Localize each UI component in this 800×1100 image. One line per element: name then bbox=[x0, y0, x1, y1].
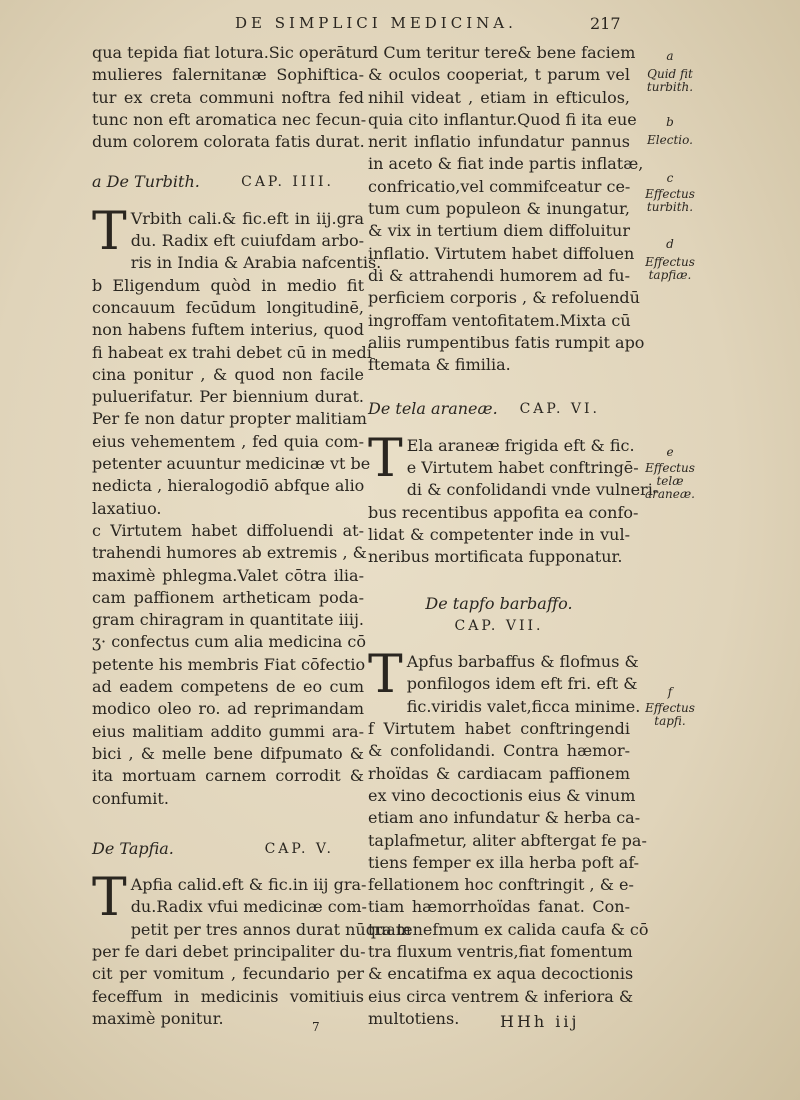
marginal-note: e bbox=[666, 445, 674, 459]
chapter-heading-turbith bbox=[92, 171, 364, 193]
text-line: Per fe non datur propter malitiam bbox=[92, 409, 367, 429]
text-line: inflatio. Virtutem habet diffoluen bbox=[368, 243, 635, 263]
marginal-note: Quid fit turbith. bbox=[646, 67, 694, 94]
marginal-note: d bbox=[666, 237, 674, 251]
text-line: tiam hæmorrhoïdas fanat. Con- bbox=[368, 897, 630, 917]
text-line: ponfilogos idem eft fri. eft & bbox=[406, 674, 638, 694]
text-line: multotiens. bbox=[368, 1008, 460, 1028]
left-column bbox=[92, 42, 411, 1030]
marginal-note: b bbox=[666, 115, 674, 129]
text-line: petenter acuuntur medicinæ vt be bbox=[92, 454, 371, 474]
text-line: tiens femper ex illa herba poft af- bbox=[368, 852, 640, 872]
text-line: eius circa ventrem & inferiora & bbox=[368, 986, 634, 1006]
text-line: bus recentibus appofita ea confo- bbox=[368, 502, 639, 522]
text-line: rhoïdas & cardiacam paffionem bbox=[368, 763, 630, 783]
text-line: concauum fecūdum longitudinē, bbox=[92, 297, 364, 317]
text-line: neribus mortificata fupponatur. bbox=[368, 547, 623, 567]
marginal-note: Effectus tapfi. bbox=[645, 701, 695, 728]
page-number: 217 bbox=[590, 14, 621, 33]
marginal-note: Effectus turbith. bbox=[645, 187, 695, 214]
chapter-heading-tapso bbox=[368, 593, 630, 638]
intro-paragraph bbox=[92, 42, 370, 153]
text-line: ingroffam ventofitatem.Mixta cū bbox=[368, 310, 631, 330]
text-line: fi habeat ex trahi debet cū in medi bbox=[92, 342, 372, 362]
text-line: Apfia calid.eft & fic.in iij gra- bbox=[130, 875, 367, 895]
text-line: puluerifatur. Per biennium durat. bbox=[92, 387, 364, 407]
text-line: lidat & competenter inde in vul- bbox=[368, 524, 630, 544]
text-line: & confolidandi. Contra hæmor- bbox=[368, 741, 630, 761]
text-line: aliis rumpentibus fatis rumpit apo bbox=[368, 332, 645, 352]
text-line: cam paffionem artheticam poda- bbox=[92, 587, 364, 607]
chapter-title: De tapfo barbaffo. bbox=[425, 593, 573, 613]
text-line: confricatio,vel commifceatur ce- bbox=[368, 176, 631, 196]
text-line: laxatiuo. bbox=[92, 498, 162, 518]
chapter-title: De tela araneæ. bbox=[368, 399, 498, 419]
text-line: nerit inflatio infundatur pannus bbox=[368, 132, 630, 152]
drop-cap: T bbox=[92, 868, 127, 929]
marginal-note: a bbox=[666, 49, 674, 63]
text-line: & oculos cooperiat, t parum vel bbox=[368, 65, 630, 85]
text-line: feceffum in medicinis vomitiuis bbox=[92, 986, 364, 1006]
text-line: trahendi humores ab extremis , & bbox=[92, 543, 367, 563]
chapter-body-tapso bbox=[368, 645, 649, 1030]
text-line: & encatifma ex aqua decoctionis bbox=[368, 964, 634, 984]
stray-mark: 7 bbox=[312, 1020, 320, 1034]
text-line: confumit. bbox=[92, 788, 169, 808]
text-line: eius vehementem , fed quia com- bbox=[92, 431, 364, 451]
chapter-title: De Turbith. bbox=[106, 172, 200, 192]
text-line: fellationem hoc conftringit , & e- bbox=[368, 875, 634, 895]
chapter-body-tela bbox=[368, 428, 659, 569]
text-line: modico oleo ro. ad reprimandam bbox=[92, 699, 364, 719]
text-line: ita mortuam carnem corrodit & bbox=[92, 766, 364, 786]
text-line: petit per tres annos durat nūquam bbox=[130, 919, 411, 939]
text-line: tra fluxum ventris,fiat fomentum bbox=[368, 941, 633, 961]
text-line: taplafmetur, aliter abftergat fe pa- bbox=[368, 830, 647, 850]
chapter-number: CAP. IIII. bbox=[241, 174, 334, 191]
text-line: d Cum teritur tere& bene faciem bbox=[368, 43, 636, 62]
chapter-heading-tapsia bbox=[92, 838, 364, 860]
text-line: petente his membris Fiat cōfectio bbox=[92, 654, 366, 674]
chapter-heading-tela bbox=[368, 398, 630, 420]
text-line: Ela araneæ frigida eft & fic. bbox=[406, 435, 635, 455]
marginal-note: Effectus telæ araneæ. bbox=[645, 461, 695, 501]
text-line: tum cum populeon & inungatur, bbox=[368, 199, 630, 219]
text-line: gram chiragram in quantitate iiij. bbox=[92, 610, 364, 630]
chapter-body-turbith bbox=[92, 201, 382, 810]
text-line: perficiem corporis , & refoluendū bbox=[368, 288, 640, 308]
text-line: per fe dari debet principaliter du- bbox=[92, 941, 366, 961]
text-line: Vrbith cali.& fic.eft in iij.gra bbox=[130, 208, 364, 228]
chapter-number: CAP. V. bbox=[264, 840, 334, 857]
chapter-title: De Tapfia. bbox=[92, 838, 174, 858]
text-line: in aceto & fiat inde partis inflatæ, bbox=[368, 154, 644, 174]
text-line: f Virtutem habet conftringendi bbox=[368, 719, 630, 739]
text-line: ad eadem competens de eo cum bbox=[92, 677, 364, 697]
text-line: di & confolidandi vnde vulneri- bbox=[406, 480, 659, 500]
text-line: ftemata & fimilia. bbox=[368, 355, 511, 375]
signature-mark: HHh iij bbox=[500, 1012, 580, 1031]
text-line: Apfus barbaffus & flofmus & bbox=[406, 652, 639, 672]
text-line: ʒ· confectus cum alia medicina cō bbox=[92, 632, 367, 652]
text-line: cit per vomitum , fecundario per bbox=[92, 964, 364, 984]
text-line: ex vino decoctionis eius & vinum bbox=[368, 785, 636, 805]
chapter-number: CAP. VII. bbox=[454, 617, 544, 634]
text-line: maximè ponitur. bbox=[92, 1008, 224, 1028]
text-line: nihil videat , etiam in efticulos, bbox=[368, 87, 630, 107]
text-line: c Virtutem habet diffoluendi at- bbox=[92, 520, 364, 540]
marginal-note: c bbox=[666, 171, 674, 185]
chapter-body-tapsia bbox=[92, 868, 411, 1030]
text-line: du.Radix vfui medicinæ com- bbox=[130, 897, 367, 917]
right-column bbox=[368, 42, 659, 1030]
text-line: qua tepida fiat lotura.Sic operātur bbox=[92, 43, 370, 62]
text-line: mulieres falernitanæ Sophiftica- bbox=[92, 65, 364, 85]
text-line: & vix in tertium diem diffoluitur bbox=[368, 221, 630, 241]
marginal-note: f bbox=[667, 685, 673, 699]
text-line: tra tenefmum ex calida caufa & cō bbox=[368, 919, 649, 939]
text-line: quia cito inflantur.Quod fi ita eue bbox=[368, 109, 637, 129]
marginal-note: Effectus tapfiæ. bbox=[645, 255, 695, 282]
chapter-number: CAP. VI. bbox=[519, 401, 600, 418]
text-line: eius malitiam addito gummi ara- bbox=[92, 721, 364, 741]
paragraph-marker: a bbox=[92, 172, 102, 192]
intro-paragraph bbox=[368, 42, 645, 376]
running-head: DE SIMPLICI MEDICINA. bbox=[235, 14, 517, 32]
drop-cap: T bbox=[92, 201, 127, 262]
text-line: nedicta , hieralogodiō abfque alio bbox=[92, 476, 365, 496]
text-line: dum colorem colorata fatis durat. bbox=[92, 132, 365, 152]
drop-cap: T bbox=[368, 428, 403, 489]
text-line: bici , & melle bene difpumato & bbox=[92, 743, 364, 763]
text-line: du. Radix eft cuiufdam arbo- bbox=[130, 231, 364, 251]
text-line: e Virtutem habet conftringē- bbox=[406, 458, 639, 478]
text-line: tunc non eft aromatica nec fecun- bbox=[92, 109, 367, 129]
text-line: fic.viridis valet,ficca minime. bbox=[406, 696, 641, 716]
text-line: b Eligendum quòd in medio fit bbox=[92, 275, 364, 295]
text-line: maximè phlegma.Valet cōtra ilia- bbox=[92, 565, 364, 585]
marginal-note: Electio. bbox=[647, 133, 693, 147]
text-line: ris in India & Arabia nafcentis. bbox=[130, 253, 382, 273]
text-line: cina ponitur , & quod non facile bbox=[92, 364, 364, 384]
text-line: tur ex creta communi noftra fed bbox=[92, 87, 364, 107]
drop-cap: T bbox=[368, 645, 403, 706]
text-line: di & attrahendi humorem ad fu- bbox=[368, 265, 630, 285]
text-line: non habens fuftem interius, quod bbox=[92, 320, 364, 340]
text-line: etiam ano infundatur & herba ca- bbox=[368, 808, 641, 828]
